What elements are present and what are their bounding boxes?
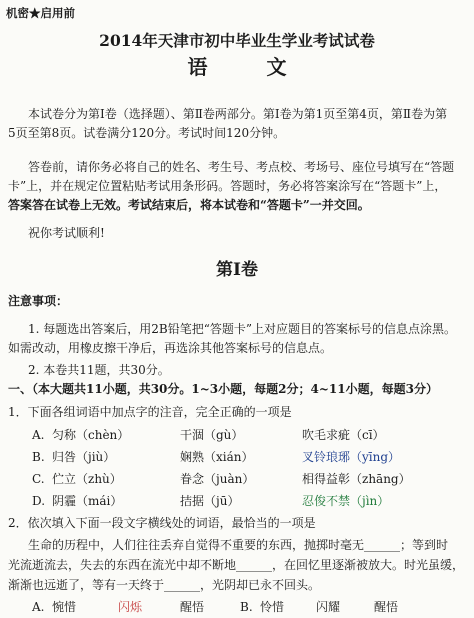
intro-paragraph-2a: 答卷前，请你务必将自己的姓名、考生号、考点校、考场号、座位号填写在“答题 xyxy=(28,160,455,174)
intro-paragraph-3: 祝你考试顺利! xyxy=(28,226,105,240)
option-label: B. xyxy=(32,450,45,464)
option-word-1: 匀称（chèn） xyxy=(52,428,130,442)
intro-paragraph-1a: 本试卷分为第Ⅰ卷（选择题）、第Ⅱ卷两部分。第Ⅰ卷为第1页至第4页，第Ⅱ卷为第 xyxy=(28,107,448,121)
option-b-word-1: 怜惜 xyxy=(260,600,285,614)
intro-paragraph-2b: 卡”上，并在规定位置粘贴考试用条形码。答题时，务必将答案涂写在“答题卡”上， xyxy=(8,179,447,193)
option-b-word-2: 闪耀 xyxy=(316,600,341,614)
intro-paragraph-2c: 答案答在试卷上无效。考试结束后，将本试卷和“答题卡”一并交回。 xyxy=(8,198,370,212)
option-a-word-3: 醒悟 xyxy=(180,600,205,614)
option-word-2: 娴熟（xián） xyxy=(180,450,254,464)
option-word-1: 阴霾（mái） xyxy=(52,494,123,508)
option-b-word-3: 醒悟 xyxy=(374,600,399,614)
option-word-2: 眷念（juàn） xyxy=(180,472,255,486)
intro-paragraph-1b: 5页至第8页。试卷满分120分。考试时间120分钟。 xyxy=(8,126,286,140)
option-word-3: 相得益彰（zhāng） xyxy=(302,472,411,486)
option-word-1: 伫立（zhù） xyxy=(52,472,122,486)
part-one-heading: 一、（本大题共11小题，共30分。1~3小题，每题2分；4~11小题，每题3分） xyxy=(8,382,438,396)
option-label-b: B. xyxy=(240,600,253,614)
option-label: C. xyxy=(32,472,45,486)
option-word-2: 干涸（gù） xyxy=(180,428,244,442)
subject-title: 语 文 xyxy=(187,55,313,79)
option-word-1: 归咎（jiù） xyxy=(52,450,116,464)
exam-title: 2014年天津市初中毕业生学业考试试卷 xyxy=(99,31,375,50)
option-label-a: A. xyxy=(32,600,45,614)
option-label: D. xyxy=(32,494,46,508)
note-2: 2. 本卷共11题，共30分。 xyxy=(28,363,170,377)
question-2-passage-2: 光流逝流去，失去的东西在流光中却不断地______，在回忆里逐渐被放大。时光虽缓， xyxy=(8,558,465,572)
question-2-stem: 2．依次填入下面一段文字横线处的词语，最恰当的一项是 xyxy=(8,516,316,530)
section-title: 第Ⅰ卷 xyxy=(216,260,258,280)
note-1b: 如需改动，用橡皮擦干净后，再选涂其他答案标号的信息点。 xyxy=(8,341,333,355)
option-word-3: 忍俊不禁（jìn） xyxy=(302,494,390,508)
option-word-3: 吹毛求疵（cī） xyxy=(302,428,385,442)
question-1-stem: 1．下面各组词语中加点字的注音，完全正确的一项是 xyxy=(8,405,292,419)
confidential-label: 机密★启用前 xyxy=(6,6,75,20)
option-word-3: 叉铃琅琊（yīng） xyxy=(302,450,401,464)
option-a-word-1: 惋惜 xyxy=(52,600,77,614)
question-2-passage-3: 渐渐也远逝了，等有一天终于______，光阴却已永不回头。 xyxy=(8,578,321,592)
note-1a: 1. 每题选出答案后，用2B铅笔把“答题卡”上对应题目的答案标号的信息点涂黑。 xyxy=(28,322,456,336)
option-a-word-2: 闪烁 xyxy=(118,600,143,614)
notes-heading: 注意事项： xyxy=(8,294,69,308)
question-2-passage-1: 生命的历程中，人们往往丢弃自觉得不重要的东西，抛掷时毫无______；等到时 xyxy=(28,538,449,552)
option-word-2: 拮据（jū） xyxy=(180,494,240,508)
option-label: A. xyxy=(32,428,45,442)
